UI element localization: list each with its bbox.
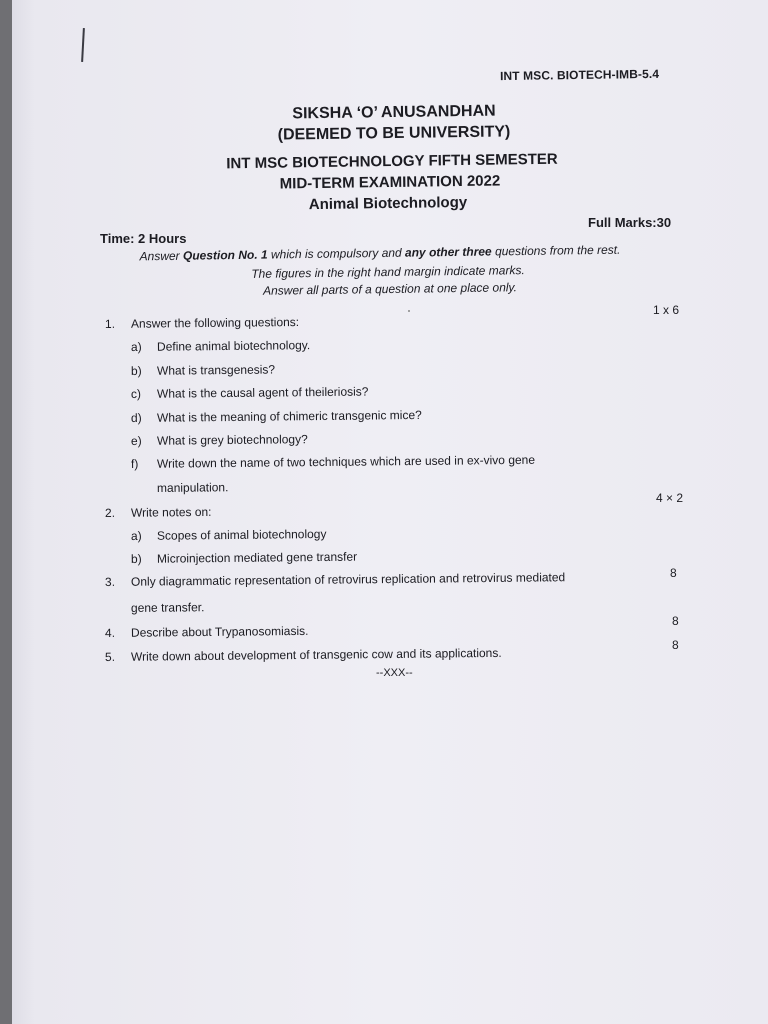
q1-part-f-continued: manipulation. xyxy=(156,480,229,495)
q2-part-a: a) Scopes of animal biotechnology xyxy=(130,526,327,543)
university-name: SIKSHA ‘O’ ANUSANDHAN xyxy=(292,102,496,123)
q2-text: Write notes on: xyxy=(130,504,212,520)
q5-number: 5. xyxy=(104,649,116,664)
question-2 xyxy=(105,505,212,520)
q4-number: 4. xyxy=(104,625,116,640)
question-1 xyxy=(105,315,299,331)
q2-number: 2. xyxy=(104,505,116,520)
instruction-line-3: Answer all parts of a question at one place only. xyxy=(262,280,518,298)
program-title: INT MSC BIOTECHNOLOGY FIFTH SEMESTER xyxy=(226,150,558,173)
pen-mark xyxy=(81,28,85,62)
q1-part-e: e) What is grey biotechnology? xyxy=(130,432,308,448)
question-4 xyxy=(105,624,309,640)
q4-marks: 8 xyxy=(672,614,679,628)
paper-speck xyxy=(408,310,410,312)
q1-part-f: f) Write down the name of two techniques which are used in ex-vivo gene xyxy=(130,452,536,471)
exam-title: MID-TERM EXAMINATION 2022 xyxy=(279,172,501,193)
university-deemed: (DEEMED TO BE UNIVERSITY) xyxy=(277,123,511,144)
q3-number: 3. xyxy=(104,574,116,589)
instruction-line-1: Answer Question No. 1 which is compulsory and any other three questions from the rest. xyxy=(139,242,621,264)
instruction-line-2: The figures in the right hand margin indicate marks. xyxy=(251,263,525,281)
q1-marks: 1 x 6 xyxy=(653,303,680,317)
q3-text: Only diagrammatic representation of retrovirus replication and retrovirus mediated xyxy=(130,570,566,589)
exam-time: Time: 2 Hours xyxy=(100,231,187,246)
q1-part-c: c) What is the causal agent of theileriosis? xyxy=(130,384,369,401)
q1-text: Answer the following questions: xyxy=(130,314,300,331)
q1-part-b: b) What is transgenesis? xyxy=(130,362,276,378)
q4-text: Describe about Trypanosomiasis. xyxy=(130,623,309,640)
q3-marks: 8 xyxy=(670,566,677,580)
full-marks: Full Marks:30 xyxy=(588,215,672,230)
q2-part-b: b) Microinjection mediated gene transfer xyxy=(130,549,358,566)
subject-title: Animal Biotechnology xyxy=(308,193,468,214)
q5-marks: 8 xyxy=(672,638,679,652)
q1-part-a: a) Define animal biotechnology. xyxy=(130,338,311,354)
q1-number: 1. xyxy=(104,316,116,331)
q2-marks: 4 × 2 xyxy=(656,491,684,505)
paper-code: INT MSC. BIOTECH-IMB-5.4 xyxy=(499,66,660,84)
q1-part-d: d) What is the meaning of chimeric transgenic mice? xyxy=(130,407,422,425)
q3-continued: gene transfer. xyxy=(130,600,205,615)
q5-text: Write down about development of transgenic cow and its applications. xyxy=(130,645,502,664)
end-of-paper-mark: --XXX-- xyxy=(376,667,413,679)
